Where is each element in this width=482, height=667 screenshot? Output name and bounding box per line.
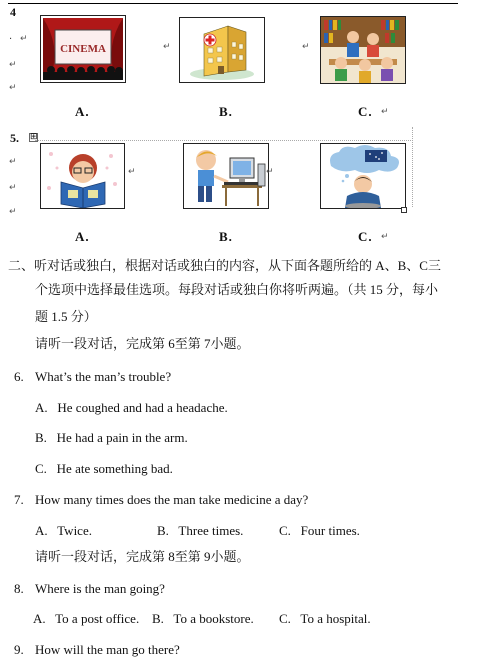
answer-option: A. He coughed and had a headache. <box>35 400 228 415</box>
answer-option: A. To a post office. <box>33 611 140 626</box>
section-heading-line2: 个选项中选择最佳选项。每段对话或独白你将听两遍。（共 15 分，每小 <box>35 282 439 297</box>
option-c-picture <box>320 143 406 209</box>
table-resize-handle[interactable] <box>401 207 407 213</box>
question-5-number: 5. <box>10 131 19 145</box>
question-text: What’s the man’s trouble? <box>35 369 172 384</box>
option-c-picture <box>320 16 406 84</box>
paragraph-mark: ↵ <box>9 183 17 193</box>
question-number: 7. <box>14 492 24 507</box>
question-number: 6. <box>14 369 24 384</box>
instruction-q6-7: 请听一段对话，完成第 6至第 7小题。 <box>35 336 250 351</box>
table-edge <box>408 127 413 207</box>
paragraph-mark: ↵ <box>266 167 274 177</box>
cinema-icon <box>41 16 125 82</box>
section-heading-line1: 二、听对话或独白，根据对话或独白的内容，从下面各题所给的 A、B、C三 <box>8 258 441 273</box>
option-a-label: A. <box>75 104 90 119</box>
paragraph-mark: ↵ <box>9 60 17 70</box>
reading-boy-icon <box>41 144 124 208</box>
paragraph-mark: ↵ <box>381 232 389 242</box>
answer-option: B. To a bookstore. <box>152 611 254 626</box>
answer-option: C. He ate something bad. <box>35 461 173 476</box>
question-number: 9. <box>14 642 24 657</box>
paragraph-mark: ↵ <box>20 34 28 44</box>
paragraph-mark: ↵ <box>302 42 310 52</box>
hospital-icon <box>180 18 264 82</box>
cinema-sign-text: CINEMA <box>60 43 106 55</box>
option-a-label: A. <box>75 229 90 244</box>
library-icon <box>321 17 405 83</box>
top-rule <box>8 3 458 4</box>
option-a-picture <box>40 15 126 83</box>
answer-option: B. Three times. <box>157 523 244 538</box>
answer-option: C. To a hospital. <box>279 611 371 626</box>
option-a-picture <box>40 143 125 209</box>
option-b-picture <box>183 143 269 209</box>
section-heading-line3: 题 1.5 分） <box>35 309 97 324</box>
question-text: How will the man go there? <box>35 642 180 657</box>
option-b-label: B. <box>219 104 233 119</box>
option-c-label: C. <box>358 229 373 244</box>
paragraph-mark: ↵ <box>381 107 389 117</box>
question-text: How many times does the man take medicine a day? <box>35 492 309 507</box>
computer-boy-icon <box>184 144 268 208</box>
paragraph-mark: ↵ <box>9 83 17 93</box>
dreaming-man-icon <box>321 144 405 208</box>
bullet-dot: · <box>9 34 13 45</box>
question-4-number: 4 <box>10 5 16 19</box>
answer-option: C. Four times. <box>279 523 360 538</box>
table-anchor-icon[interactable]: ⊞ <box>30 132 38 142</box>
question-text: Where is the man going? <box>35 581 165 596</box>
paragraph-mark: ↵ <box>128 167 136 177</box>
option-c-label: C. <box>358 104 373 119</box>
paragraph-mark: ↵ <box>9 207 17 217</box>
paragraph-mark: ↵ <box>9 157 17 167</box>
answer-option: A. Twice. <box>35 523 92 538</box>
answer-option: B. He had a pain in the arm. <box>35 430 188 445</box>
question-number: 8. <box>14 581 24 596</box>
option-b-label: B. <box>219 229 233 244</box>
paragraph-mark: ↵ <box>163 42 171 52</box>
instruction-q8-9: 请听一段对话，完成第 8至第 9小题。 <box>35 549 250 564</box>
option-b-picture <box>179 17 265 83</box>
